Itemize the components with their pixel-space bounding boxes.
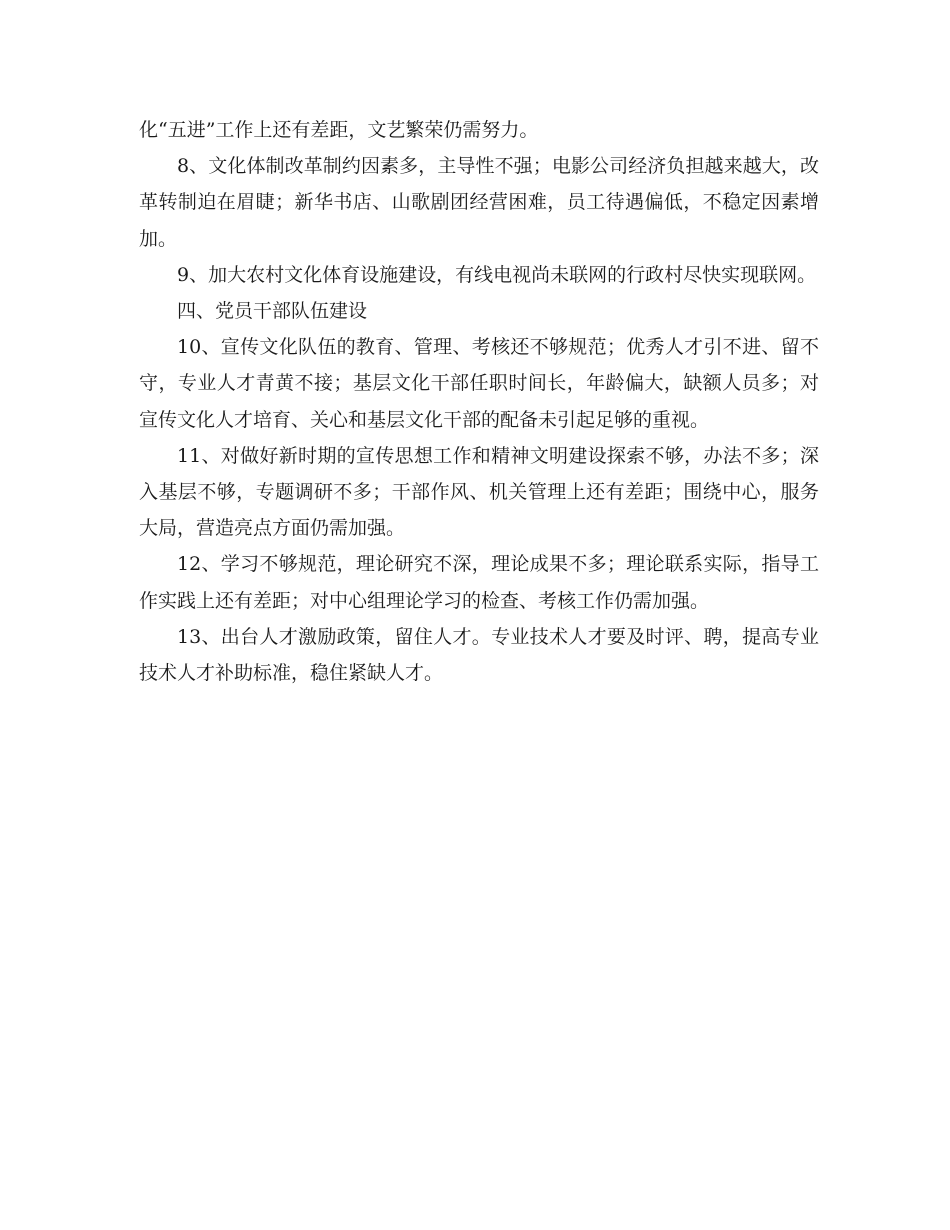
section-heading: 四、党员干部队伍建设 [177,300,368,323]
paragraph-item-9: 9、加大农村文化体育设施建设，有线电视尚未联网的行政村尽快实现联网。 [177,263,817,286]
paragraph-item-10: 10、宣传文化队伍的教育、管理、考核还不够规范；优秀人才引不进、留不守，专业人才青黄不接；基层文化干部任职时间长，年龄偏大，缺额人员多；对宣传文化人才培育、关心和基层文化干部的配备未引起足够的重视。 [139,336,819,431]
paragraph-item-13: 13、出台人才激励政策，留住人才。专业技术人才要及时评、聘，提高专业技术人才补助标准，稳住紧缺人才。 [139,625,819,685]
paragraph-continuation: 化“五进”工作上还有差距，文艺繁荣仍需努力。 [139,119,539,141]
paragraph-item-11: 11、对做好新时期的宣传思想工作和精神文明建设探索不够，办法不多；深入基层不够，专题调研不多；干部作风、机关管理上还有差距；围绕中心，服务大局，营造亮点方面仍需加强。 [139,444,819,540]
paragraph-item-12: 12、学习不够规范，理论研究不深，理论成果不多；理论联系实际，指导工作实践上还有差距；对中心组理论学习的检查、考核工作仍需加强。 [139,553,819,612]
paragraph-item-8: 8、文化体制改革制约因素多，主导性不强；电影公司经济负担越来越大，改革转制迫在眉睫；新华书店、山歌剧团经营困难，员工待遇偏低，不稳定因素增加。 [139,155,819,250]
document-body [139,112,819,691]
